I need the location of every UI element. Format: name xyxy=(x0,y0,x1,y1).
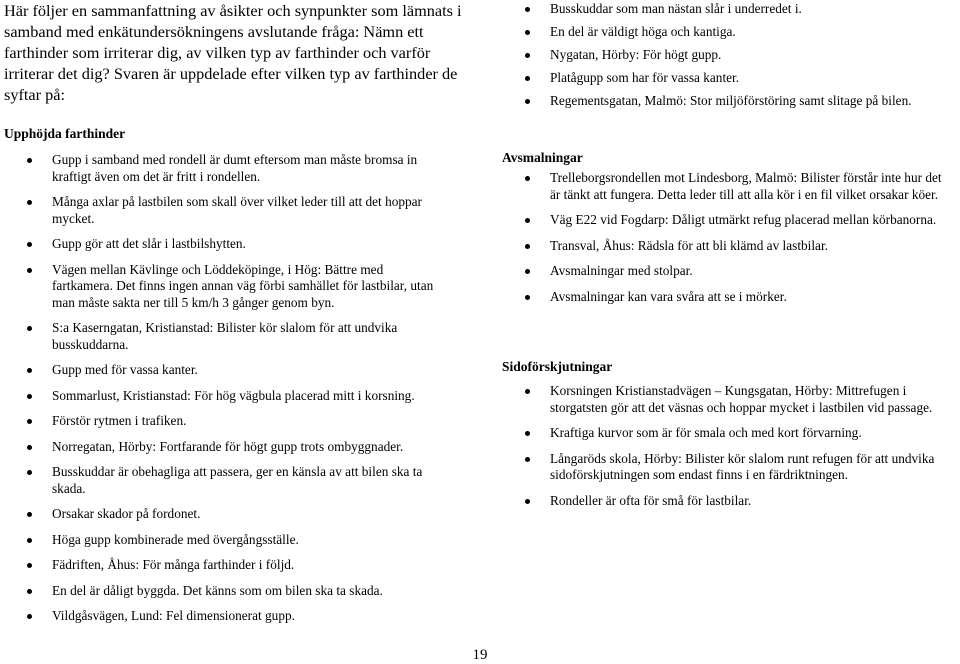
list-item: Långaröds skola, Hörby: Bilister kör slalom runt refugen för att undvika sidoförskjutningen som endast finns i en färdriktningen. xyxy=(502,451,954,484)
intro-paragraph: Här följer en sammanfattning av åsikter och synpunkter som lämnats i samband med enkätundersökningens avslutande fråga: Nämn ett farthinder som irriterar dig, av vilken typ av farthinder och varför irriterar det dig? Svaren är uppdelade efter vilken typ av farthinder de syftar på: xyxy=(4,1,462,104)
list-item: Förstör rytmen i trafiken. xyxy=(4,413,444,430)
list-item: Vägen mellan Kävlinge och Löddeköpinge, i Hög: Bättre med fartkamera. Det finns ingen annan väg förbi samhället för lastbilar, utan man måste sakta ner till 5 km/h 3 gånger genom byn. xyxy=(4,262,444,312)
list-item: Sommarlust, Kristianstad: För hög vägbula placerad mitt i korsning. xyxy=(4,388,444,405)
list-item: Gupp gör att det slår i lastbilshytten. xyxy=(4,236,444,253)
list-upphojda-continued xyxy=(502,1,954,110)
list-item: Platågupp som har för vassa kanter. xyxy=(502,70,954,87)
list-item: Norregatan, Hörby: Fortfarande för högt gupp trots ombyggnader. xyxy=(4,439,444,456)
list-upphojda xyxy=(4,152,444,625)
list-item: Korsningen Kristianstadvägen – Kungsgatan, Hörby: Mittrefugen i storgatsten gör att det väsnas och hoppar mycket i lastbilen vid passage. xyxy=(502,383,954,416)
list-item: Gupp med för vassa kanter. xyxy=(4,362,444,379)
list-item: S:a Kaserngatan, Kristianstad: Bilister kör slalom för att undvika busskuddarna. xyxy=(4,320,444,353)
list-item: Många axlar på lastbilen som skall över vilket leder till att det hoppar mycket. xyxy=(4,194,444,227)
list-item: Fädriften, Åhus: För många farthinder i följd. xyxy=(4,557,444,574)
list-avsmalningar xyxy=(502,170,954,305)
list-item: Gupp i samband med rondell är dumt eftersom man måste bromsa in kraftigt även om det är fritt i rondellen. xyxy=(4,152,444,185)
list-item: Busskuddar är obehagliga att passera, ger en känsla av att bilen ska ta skada. xyxy=(4,464,444,497)
list-item: Vildgåsvägen, Lund: Fel dimensionerat gupp. xyxy=(4,608,444,625)
list-item: En del är dåligt byggda. Det känns som om bilen ska ta skada. xyxy=(4,583,444,600)
list-item: Avsmalningar kan vara svåra att se i mörker. xyxy=(502,289,954,306)
list-item: En del är väldigt höga och kantiga. xyxy=(502,24,954,41)
list-item: Orsakar skador på fordonet. xyxy=(4,506,444,523)
page-number: 19 xyxy=(472,647,488,663)
list-item: Nygatan, Hörby: För högt gupp. xyxy=(502,47,954,64)
list-item: Transval, Åhus: Rädsla för att bli klämd av lastbilar. xyxy=(502,238,954,255)
list-item: Regementsgatan, Malmö: Stor miljöförstöring samt slitage på bilen. xyxy=(502,93,954,110)
list-item: Avsmalningar med stolpar. xyxy=(502,263,954,280)
list-item: Rondeller är ofta för små för lastbilar. xyxy=(502,493,954,510)
list-item: Väg E22 vid Fogdarp: Dåligt utmärkt refug placerad mellan körbanorna. xyxy=(502,212,954,229)
list-item: Trelleborgsrondellen mot Lindesborg, Malmö: Bilister förstår inte hur det är tänkt att fungera. Detta leder till att alla kör i en fil vilket orsakar köer. xyxy=(502,170,954,203)
list-sidoforskjutningar xyxy=(502,383,954,509)
heading-avsmalningar: Avsmalningar xyxy=(502,150,583,165)
list-item: Kraftiga kurvor som är för smala och med kort förvarning. xyxy=(502,425,954,442)
heading-sidoforskjutningar: Sidoförskjutningar xyxy=(502,359,613,374)
list-item: Höga gupp kombinerade med övergångsställe. xyxy=(4,532,444,549)
left-column xyxy=(4,0,462,623)
heading-upphojda: Upphöjda farthinder xyxy=(4,126,126,141)
list-item: Busskuddar som man nästan slår i underredet i. xyxy=(502,1,954,18)
